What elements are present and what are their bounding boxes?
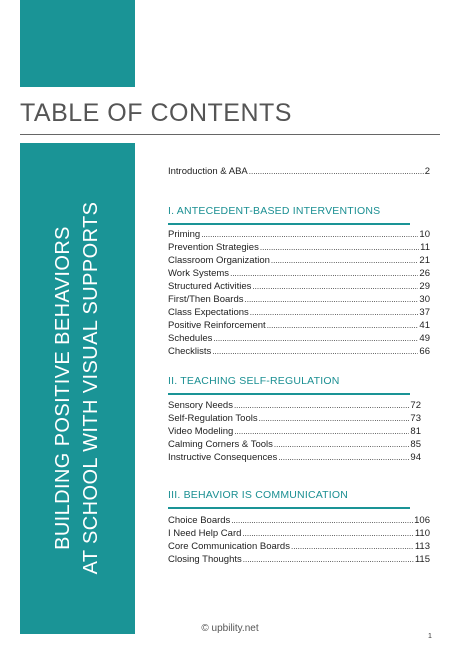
toc-entry-page: 81: [410, 426, 421, 437]
toc-entry-label: Structured Activities: [168, 281, 252, 292]
toc-leader-dots: [250, 307, 419, 319]
toc-entry[interactable]: [168, 452, 421, 464]
toc-entry[interactable]: [168, 413, 421, 425]
toc-entry-label: Schedules: [168, 333, 213, 344]
toc-entry[interactable]: [168, 400, 421, 412]
toc-entry[interactable]: [168, 268, 430, 280]
footer-copyright: © upbility.net: [201, 623, 259, 634]
toc-leader-dots: [245, 294, 419, 306]
page-number: 1: [428, 633, 432, 640]
toc-entry-label: Instructive Consequences: [168, 452, 278, 463]
title-divider: [20, 134, 440, 135]
toc-entry-label: Self-Regulation Tools: [168, 413, 258, 424]
toc-leader-dots: [249, 166, 424, 178]
section-divider-1: [168, 223, 410, 225]
toc-entry-label: Prevention Strategies: [168, 242, 259, 253]
toc-entry-page: 113: [414, 541, 430, 552]
toc-leader-dots: [267, 320, 419, 332]
toc-entry-page: 2: [424, 166, 430, 177]
toc-entry[interactable]: [168, 333, 430, 345]
section-heading-2: II. TEACHING SELF-REGULATION: [168, 375, 340, 387]
toc-entry-page: 26: [419, 268, 430, 279]
section-divider-3: [168, 507, 410, 509]
toc-entry-page: 72: [410, 400, 421, 411]
section-heading-3: III. BEHAVIOR IS COMMUNICATION: [168, 489, 349, 501]
toc-leader-dots: [278, 452, 409, 464]
toc-entry[interactable]: [168, 346, 430, 358]
toc-entry-label: Positive Reinforcement: [168, 320, 266, 331]
toc-entry-intro[interactable]: [168, 166, 430, 178]
toc-entry-page: 29: [419, 281, 430, 292]
toc-entry[interactable]: [168, 294, 430, 306]
toc-leader-dots: [212, 346, 418, 358]
toc-entry[interactable]: [168, 541, 430, 553]
toc-entry-label: I Need Help Card: [168, 528, 242, 539]
toc-leader-dots: [234, 400, 409, 412]
side-title-line-2: AT SCHOOL WITH VISUAL SUPPORTS: [80, 201, 102, 575]
toc-leader-dots: [271, 255, 419, 267]
toc-entry-page: 106: [414, 515, 430, 526]
toc-entry-page: 11: [420, 242, 430, 253]
toc-leader-dots: [252, 281, 418, 293]
toc-entry-label: Introduction & ABA: [168, 166, 248, 177]
toc-entry-page: 10: [419, 229, 430, 240]
toc-leader-dots: [260, 242, 419, 254]
toc-leader-dots: [242, 528, 413, 540]
toc-leader-dots: [231, 515, 413, 527]
toc-entry[interactable]: [168, 515, 430, 527]
toc-entry[interactable]: [168, 320, 430, 332]
toc-entry-page: 73: [410, 413, 421, 424]
toc-entry-page: 66: [419, 346, 430, 357]
toc-entry-page: 110: [414, 528, 430, 539]
toc-entry-label: Checklists: [168, 346, 212, 357]
toc-leader-dots: [259, 413, 410, 425]
toc-entry[interactable]: [168, 229, 430, 241]
toc-entry-label: Video Modeling: [168, 426, 234, 437]
section-divider-2: [168, 393, 410, 395]
toc-entry-label: Calming Corners & Tools: [168, 439, 273, 450]
toc-entry-page: 94: [410, 452, 421, 463]
side-title: [49, 148, 105, 628]
toc-entry[interactable]: [168, 554, 430, 566]
toc-entry-label: Classroom Organization: [168, 255, 270, 266]
toc-entry-label: Sensory Needs: [168, 400, 233, 411]
toc-entry-page: 30: [419, 294, 430, 305]
toc-entry-page: 85: [410, 439, 421, 450]
toc-entry-label: Class Expectations: [168, 307, 249, 318]
side-title-line-1: BUILDING POSITIVE BEHAVIORS: [52, 226, 74, 550]
toc-entry[interactable]: [168, 426, 421, 438]
toc-entry-page: 21: [419, 255, 430, 266]
toc-leader-dots: [213, 333, 418, 345]
toc-entry-label: Work Systems: [168, 268, 230, 279]
toc-entry-page: 41: [419, 320, 430, 331]
toc-leader-dots: [243, 554, 414, 566]
toc-leader-dots: [201, 229, 418, 241]
toc-entry-label: Priming: [168, 229, 201, 240]
toc-entry[interactable]: [168, 528, 430, 540]
toc-entry[interactable]: [168, 281, 430, 293]
page-title: TABLE OF CONTENTS: [20, 99, 292, 127]
side-title-band: [20, 143, 135, 634]
toc-entry-page: 49: [419, 333, 430, 344]
toc-entry-label: Closing Thoughts: [168, 554, 242, 565]
toc-leader-dots: [234, 426, 409, 438]
toc-entry[interactable]: [168, 255, 430, 267]
toc-entry[interactable]: [168, 242, 430, 254]
toc-entry-label: First/Then Boards: [168, 294, 244, 305]
toc-leader-dots: [291, 541, 414, 553]
toc-leader-dots: [274, 439, 410, 451]
toc-entry[interactable]: [168, 307, 430, 319]
section-heading-1: I. ANTECEDENT-BASED INTERVENTIONS: [168, 205, 381, 217]
toc-entry-label: Choice Boards: [168, 515, 231, 526]
toc-entry-page: 115: [414, 554, 430, 565]
toc-entry-page: 37: [419, 307, 430, 318]
toc-leader-dots: [230, 268, 418, 280]
toc-entry[interactable]: [168, 439, 421, 451]
toc-entry-label: Core Communication Boards: [168, 541, 290, 552]
top-accent-block: [20, 0, 135, 87]
